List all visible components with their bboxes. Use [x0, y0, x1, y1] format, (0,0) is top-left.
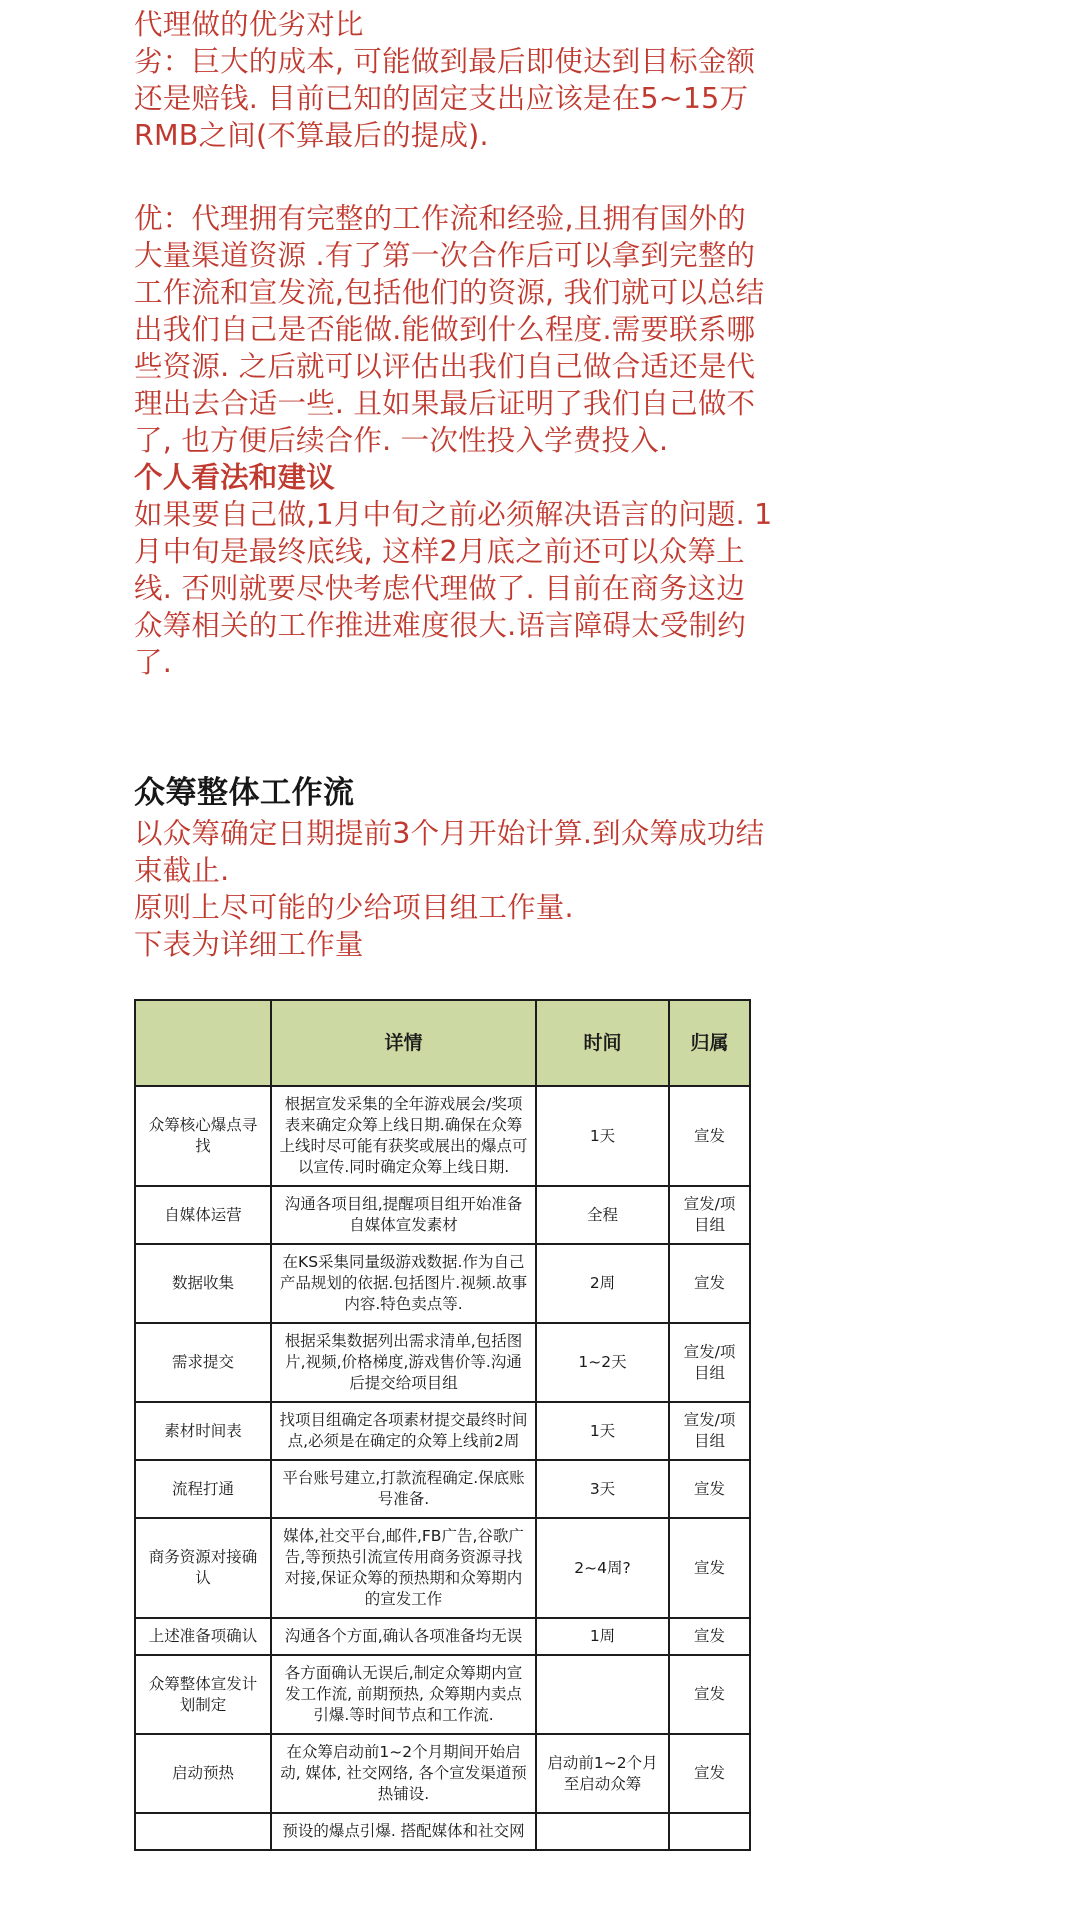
cell-task-owner — [669, 1813, 750, 1850]
cell-task-owner: 宣发/项目组 — [669, 1186, 750, 1244]
cell-task-owner: 宣发 — [669, 1655, 750, 1734]
cell-task-owner: 宣发 — [669, 1734, 750, 1813]
table-row — [135, 1813, 750, 1850]
workflow-intro-line-3: 下表为详细工作量 — [134, 928, 364, 961]
column-header-name — [135, 1000, 271, 1086]
comparison-cons-text: 劣：巨大的成本, 可能做到最后即使达到目标金额还是赔钱. 目前已知的固定支出应该是在5~15万RMB之间(不算最后的提成). — [134, 45, 756, 152]
table-row — [135, 1186, 750, 1244]
cell-task-detail: 在KS采集同量级游戏数据.作为自己产品规划的依据.包括图片.视频.故事内容.特色卖点等. — [271, 1244, 536, 1323]
cell-task-detail: 在众筹启动前1~2个月期间开始启动, 媒体, 社交网络, 各个宣发渠道预热铺设. — [271, 1734, 536, 1813]
table-row — [135, 1518, 750, 1618]
cell-task-time — [536, 1655, 669, 1734]
cell-task-name: 上述准备项确认 — [135, 1618, 271, 1655]
workflow-heading: 众筹整体工作流 — [134, 775, 355, 811]
cell-task-owner: 宣发 — [669, 1460, 750, 1518]
cell-task-detail: 媒体,社交平台,邮件,FB广告,谷歌广告,等预热引流宣传用商务资源寻找对接,保证众筹的预热期和众筹期内的宣发工作 — [271, 1518, 536, 1618]
comparison-title: 代理做的优劣对比 — [134, 8, 364, 41]
cell-task-time: 1周 — [536, 1618, 669, 1655]
cell-task-time: 1天 — [536, 1086, 669, 1186]
cell-task-name: 启动预热 — [135, 1734, 271, 1813]
cell-task-time: 1~2天 — [536, 1323, 669, 1402]
cell-task-time: 2周 — [536, 1244, 669, 1323]
cell-task-owner: 宣发/项目组 — [669, 1402, 750, 1460]
cell-task-name: 需求提交 — [135, 1323, 271, 1402]
column-header-time: 时间 — [536, 1000, 669, 1086]
cell-task-name: 流程打通 — [135, 1460, 271, 1518]
cell-task-name: 自媒体运营 — [135, 1186, 271, 1244]
cell-task-detail: 预设的爆点引爆. 搭配媒体和社交网 — [271, 1813, 536, 1850]
cell-task-detail: 根据宣发采集的全年游戏展会/奖项表来确定众筹上线日期.确保在众筹上线时尽可能有获奖或展出的爆点可以宣传.同时确定众筹上线日期. — [271, 1086, 536, 1186]
table-row — [135, 1244, 750, 1323]
workflow-intro-line-2: 原则上尽可能的少给项目组工作量. — [134, 891, 574, 924]
table-row — [135, 1402, 750, 1460]
cell-task-name — [135, 1813, 271, 1850]
cell-task-owner: 宣发 — [669, 1618, 750, 1655]
table-row — [135, 1460, 750, 1518]
section-spacer — [134, 681, 1044, 773]
cell-task-name: 素材时间表 — [135, 1402, 271, 1460]
cell-task-time: 3天 — [536, 1460, 669, 1518]
column-header-owner: 归属 — [669, 1000, 750, 1086]
cell-task-name: 数据收集 — [135, 1244, 271, 1323]
workflow-table — [134, 999, 751, 1851]
cell-task-detail: 根据采集数据列出需求清单,包括图片,视频,价格梯度,游戏售价等.沟通后提交给项目组 — [271, 1323, 536, 1402]
table-row — [135, 1323, 750, 1402]
paragraph-spacer — [134, 154, 1044, 200]
table-header — [135, 1000, 750, 1086]
table-body — [135, 1086, 750, 1850]
cell-task-owner: 宣发 — [669, 1086, 750, 1186]
cell-task-detail: 平台账号建立,打款流程确定.保底账号准备. — [271, 1460, 536, 1518]
workflow-intro-line-1: 以众筹确定日期提前3个月开始计算.到众筹成功结束截止. — [134, 817, 765, 887]
table-row — [135, 1655, 750, 1734]
cell-task-time — [536, 1813, 669, 1850]
cell-task-detail: 找项目组确定各项素材提交最终时间点,必须是在确定的众筹上线前2周 — [271, 1402, 536, 1460]
cell-task-owner: 宣发 — [669, 1244, 750, 1323]
opinion-body-text: 如果要自己做,1月中旬之前必须解决语言的问题. 1月中旬是最终底线, 这样2月底之前还可以众筹上线. 否则就要尽快考虑代理做了. 目前在商务这边 众筹相关的工作推进难度很大.语言障碍太受制约了. — [134, 498, 773, 679]
table-row — [135, 1086, 750, 1186]
cell-task-owner: 宣发 — [669, 1518, 750, 1618]
column-header-detail: 详情 — [271, 1000, 536, 1086]
cell-task-owner: 宣发/项目组 — [669, 1323, 750, 1402]
cell-task-name: 商务资源对接确认 — [135, 1518, 271, 1618]
table-row — [135, 1618, 750, 1655]
cell-task-time: 启动前1~2个月至启动众筹 — [536, 1734, 669, 1813]
cell-task-detail: 各方面确认无误后,制定众筹期内宣发工作流, 前期预热, 众筹期内卖点引爆.等时间节点和工作流. — [271, 1655, 536, 1734]
cell-task-name: 众筹整体宣发计划制定 — [135, 1655, 271, 1734]
table-header-row — [135, 1000, 750, 1086]
cell-task-name: 众筹核心爆点寻找 — [135, 1086, 271, 1186]
cell-task-detail: 沟通各个方面,确认各项准备均无误 — [271, 1618, 536, 1655]
table-row — [135, 1734, 750, 1813]
workflow-table-container — [134, 999, 1044, 1851]
cell-task-time: 1天 — [536, 1402, 669, 1460]
cell-task-time: 全程 — [536, 1186, 669, 1244]
opinion-title: 个人看法和建议 — [134, 461, 335, 494]
cell-task-time: 2~4周? — [536, 1518, 669, 1618]
cell-task-detail: 沟通各项目组,提醒项目组开始准备自媒体宣发素材 — [271, 1186, 536, 1244]
comparison-pros-text: 优：代理拥有完整的工作流和经验,且拥有国外的大量渠道资源 .有了第一次合作后可以拿到完整的工作流和宣发流,包括他们的资源, 我们就可以总结出我们自己是否能做.能做到什么程度.需要联系哪些资源. 之后就可以评估出我们自己做合适还是代理出去合适一些. 且如果最后证明了我们自己做不了, 也方便后续合作. 一次性投入学费投入. — [134, 202, 765, 457]
